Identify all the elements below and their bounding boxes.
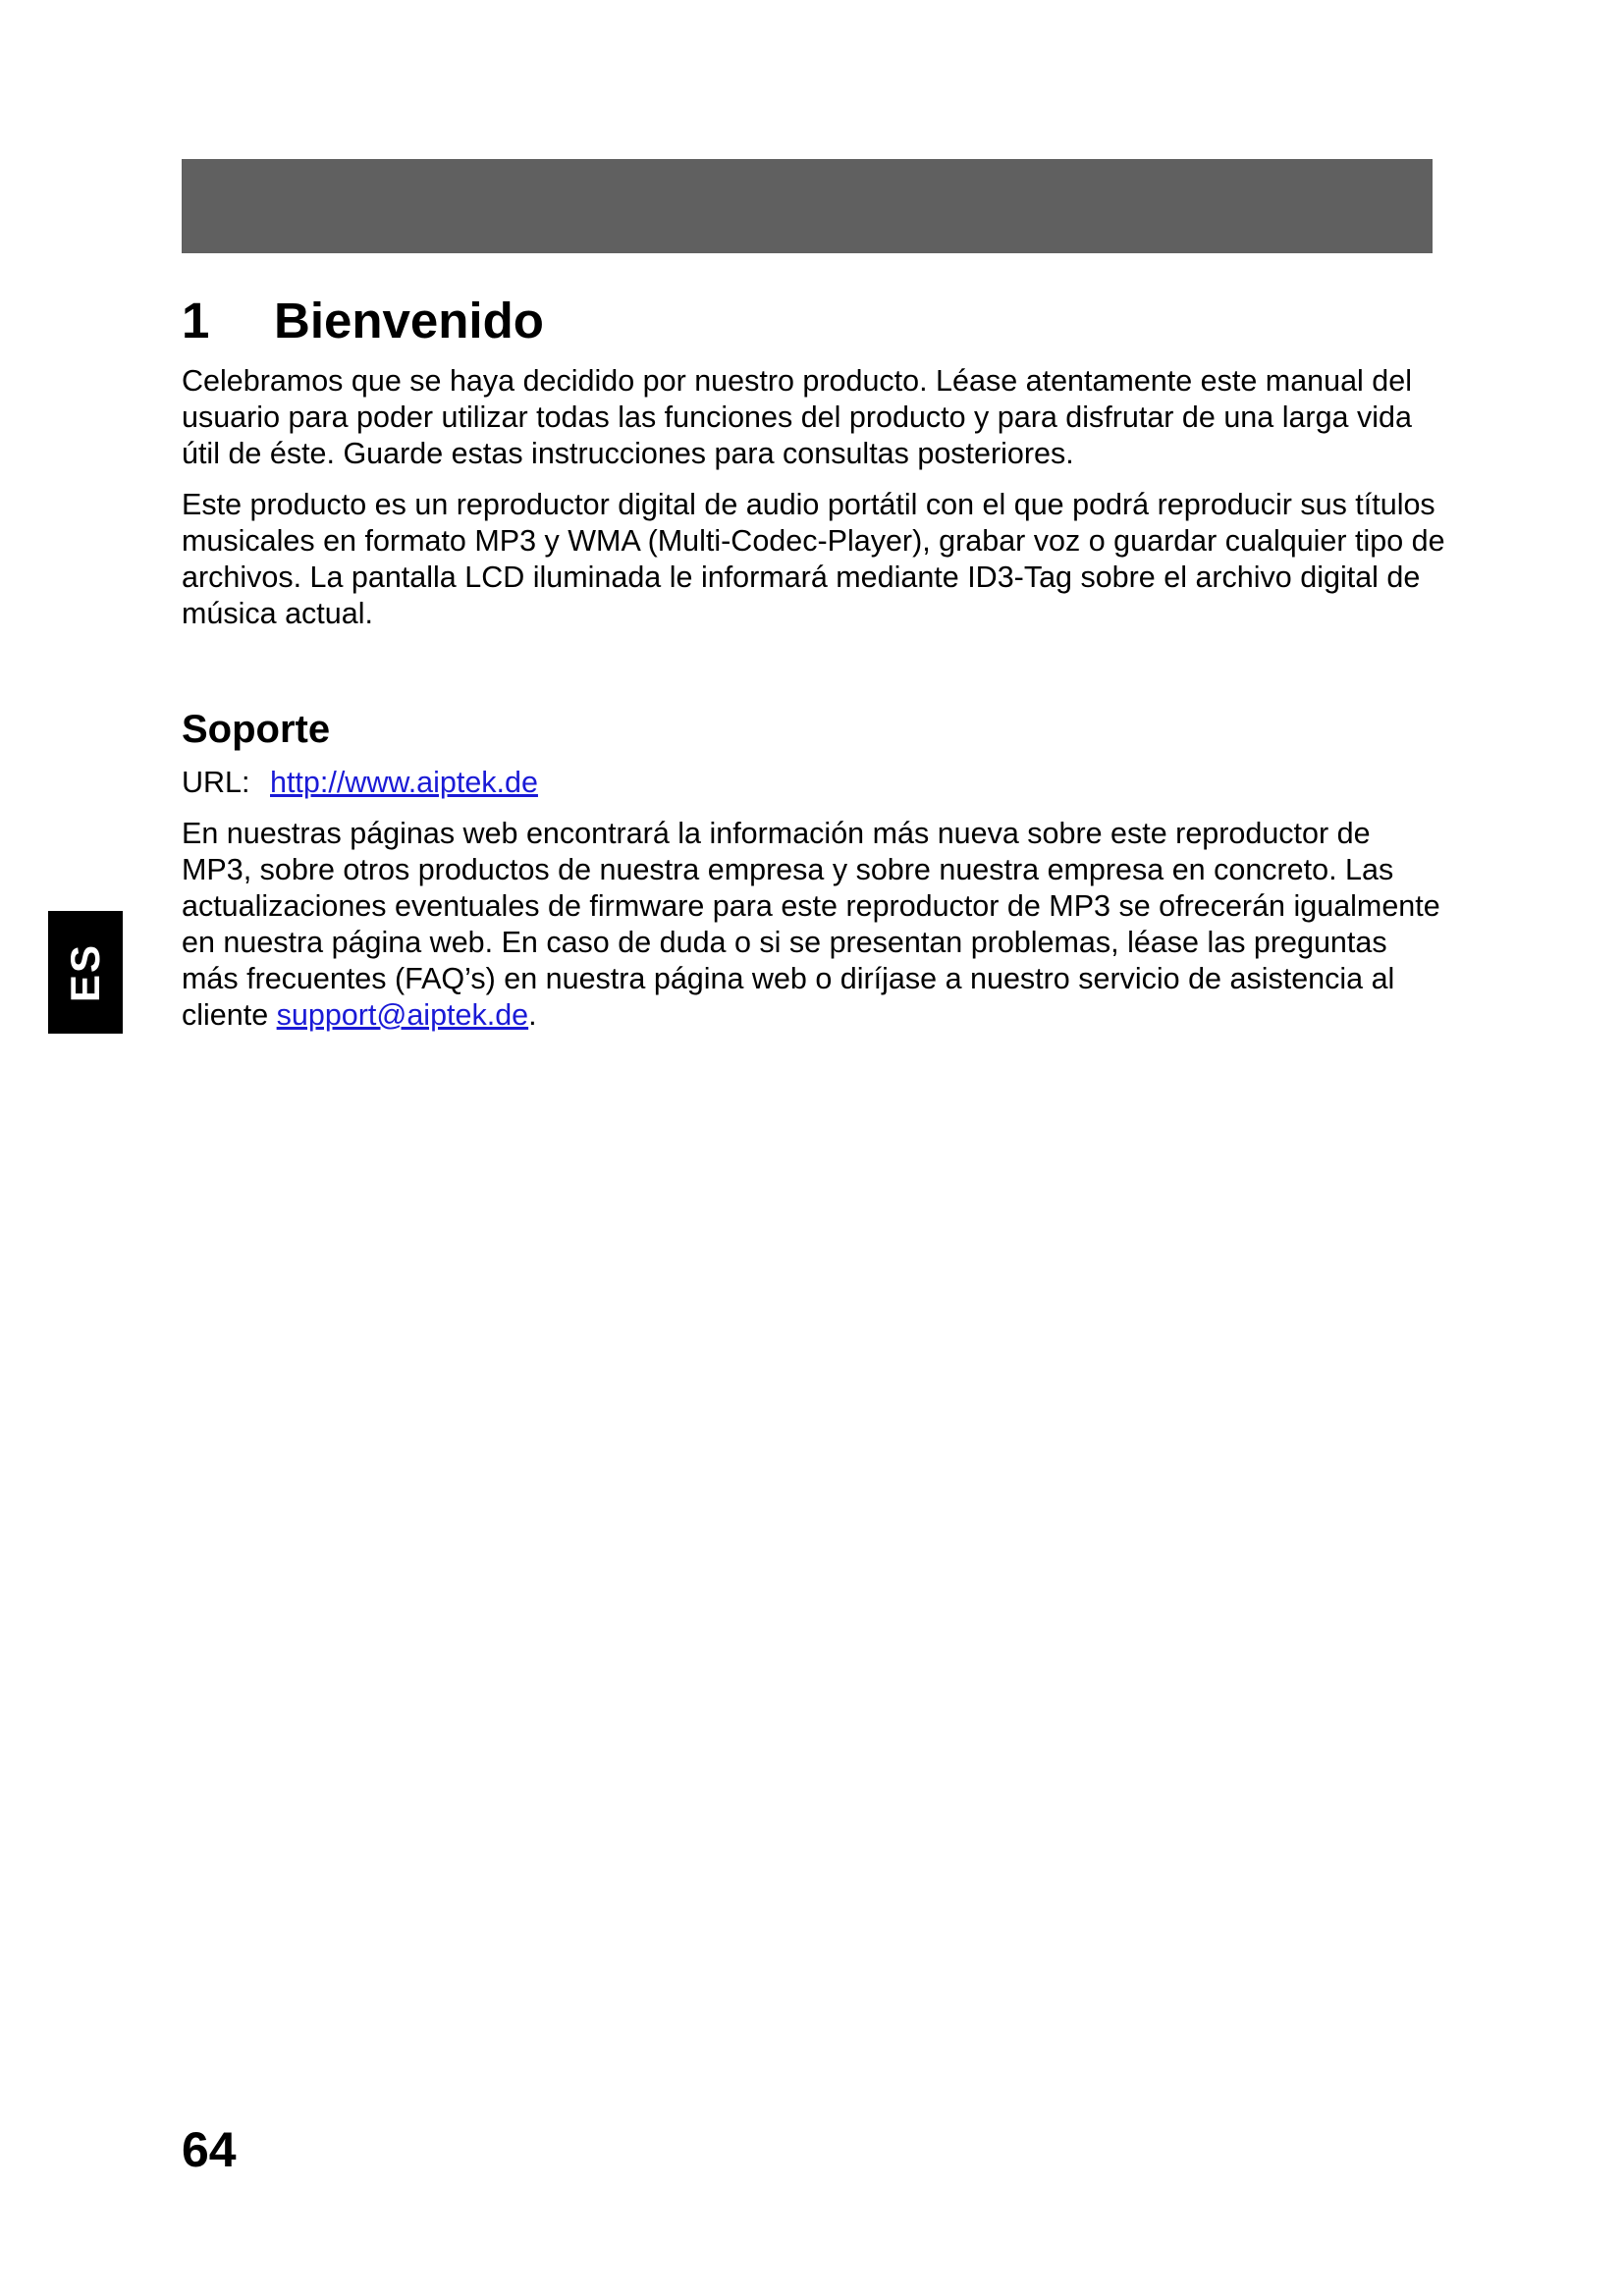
- language-tab-label: ES: [62, 942, 108, 1002]
- support-paragraph-end: .: [528, 998, 537, 1032]
- page-number: 64: [182, 2122, 237, 2177]
- header-band: [182, 159, 1433, 253]
- intro-paragraph-1: Celebramos que se haya decidido por nuestro producto. Léase atentamente este manual del usuario para poder utilizar todas las funciones del producto y para disfrutar de una larga vida útil de éste. Guarde estas instrucciones para consultas posteriores.: [182, 364, 1413, 470]
- support-paragraph-text: En nuestras páginas web encontrará la información más nueva sobre este reproductor de MP3, sobre otros productos de nuestra empresa y sobre nuestra empresa en concreto. Las actualizaciones eventuales de firmware para este reproductor de MP3 se ofrecerán igualmente en nuestra página web. En caso de duda o si se presentan problemas, léase las preguntas más frecuentes (FAQ’s) en nuestra página web o diríjase a nuestro servicio de asistencia al cliente: [182, 817, 1440, 1032]
- support-section-title: Soporte: [182, 708, 331, 751]
- support-url-link[interactable]: http://www.aiptek.de: [270, 766, 538, 799]
- chapter-title: [182, 287, 544, 355]
- intro-paragraph-2: Este producto es un reproductor digital de audio portátil con el que podrá reproducir sus títulos musicales en formato MP3 y WMA (Multi-Codec-Player), grabar voz o guardar cualquier tipo de archivos. La pantalla LCD iluminada le informará mediante ID3-Tag sobre el archivo digital de música actual.: [182, 488, 1445, 630]
- chapter-title-text: Bienvenido: [274, 293, 544, 348]
- support-email-link[interactable]: support@aiptek.de: [276, 998, 529, 1032]
- url-label: URL:: [182, 766, 250, 799]
- support-paragraph: [182, 816, 1448, 1034]
- main-content: [182, 363, 1448, 1048]
- support-url-line: [182, 765, 1448, 801]
- language-tab: [48, 911, 123, 1034]
- chapter-number: 1: [182, 293, 210, 348]
